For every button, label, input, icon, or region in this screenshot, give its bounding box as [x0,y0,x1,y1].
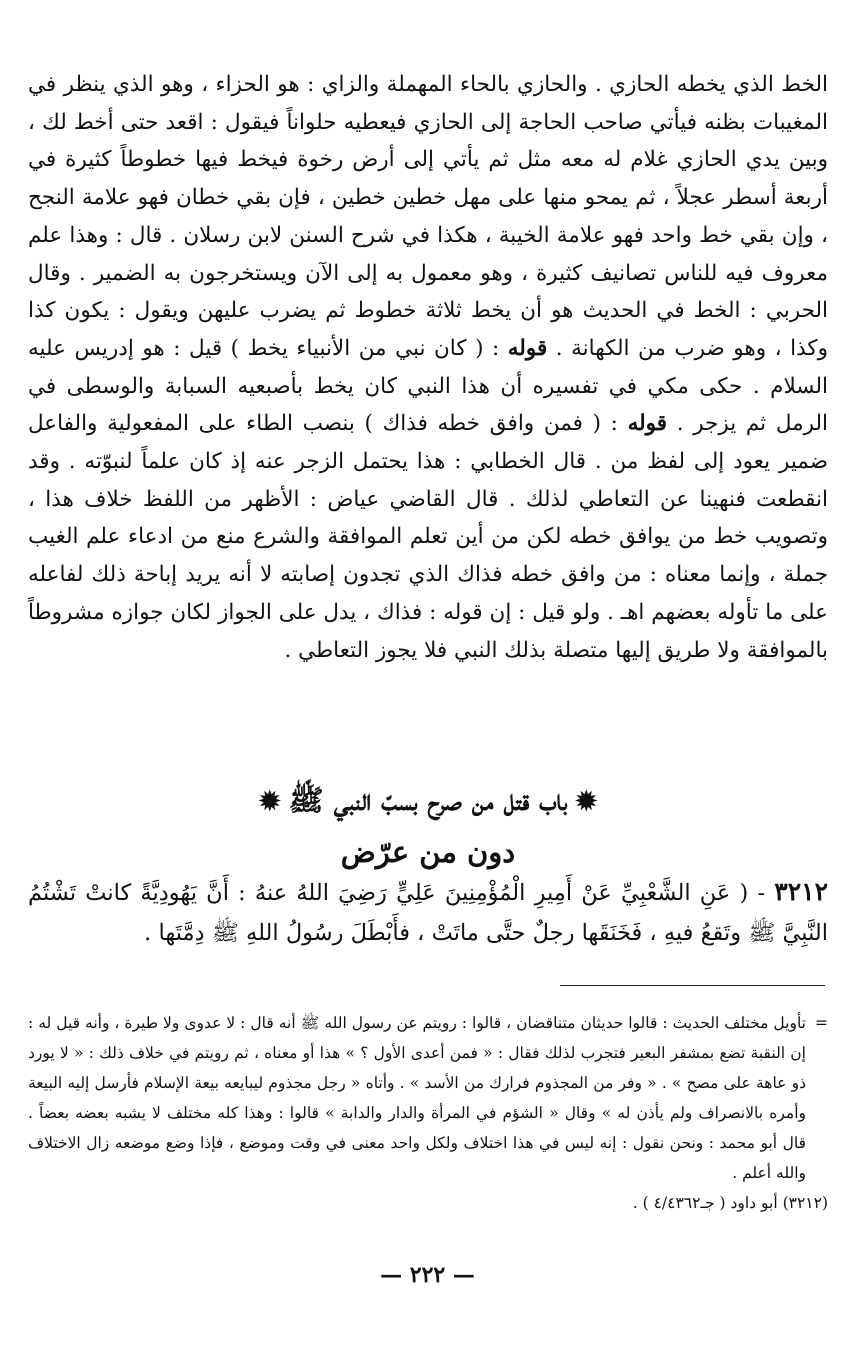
footnote-text: تأويل مختلف الحديث : قالوا حديثان متناقضان ، قالوا : رويتم عن رسول الله ﷺ أنه قال : لا عدوى ولا طيرة ، وأنه قيل له : إن النقبة تضع بمشفر البعير فتجرب لذلك فقال : « فمن أعدى الأول ؟ » هذا أو معناه ، ثم رويتم في خلاف ذلك : « لا يورد ذو عاهة على مصح » . « وفر من المجذوم فرارك من الأسد » . وأتاه « رجل مجذوم ليبايعه بيعة الإسلام فأرسل إليه البيعة وأمره بالانصراف ولم يأذن له » وقال « الشؤم في المرأة والدار والدابة » قالوا : وهذا كله مختلف لا يشبه بعضه بعضاً . قال أبو محمد : ونحن نقول : إنه ليس في هذا اختلاف ولكل واحد معنى في وقت وموضع ، فإذا وضع موضعه زال الاختلاف والله أعلم . [28,1014,806,1182]
hadith-dash: - [757,880,766,906]
chapter-heading [28,775,828,877]
star-ornament-icon: ✹ [575,787,598,817]
footnotes [28,1008,828,1218]
footnote-reference: (٣٢١٢) أبو داود ( جـ٤/٤٣٦٢ ) . [632,1194,828,1212]
commentary-text [28,66,828,669]
chapter-heading-line-2: دون من عرّض [340,835,516,869]
star-ornament-icon: ✹ [258,787,281,817]
footnote-continuation [28,1008,828,1188]
hadith-body: ( عَنِ الشَّعْبِيِّ عَنْ أَمِيرِ الْمُؤْمِنِينَ عَلِيٍّ رَضِيَ اللهُ عنهُ : أَنَّ يَهُودِيَّةً كانتْ تَشْتُمُ النَّبِيَّ ﷺ وتَقعُ فيهِ ، فَخَنَقَها رجلٌ حتَّى ماتَتْ ، فأَبْطَلَ رسُولُ اللهِ ﷺ دِمَّتَها . [28,880,828,946]
hadith-text [28,872,828,953]
commentary-part-2: : ( كان نبي من الأنبياء يخط ) قيل : هو إدريس عليه السلام . حكى مكي في تفسيره أن هذا النبي كان يخط بأصبعيه السبابة والوسطى في الرمل ثم يزجر . [28,335,828,437]
commentary-part-1: الخط الذي يخطه الحازي . والحازي بالحاء المهملة والزاي : هو الحزاء ، وهو الذي ينظر في المغيبات بظنه فيأتي صاحب الحاجة إلى الحازي فيعطيه حلواناً فيقول : اقعد حتى أخط لك ، وبين يدي الحازي غلام له معه مثل ثم يأتي إلى أرض رخوة فيخط فيها خطوطاً كثيرة في أربعة أسطر عجلاً ، ثم يمحو منها على مهل خطين خطين ، فإن بقي خطان فهو علامة النجح ، وإن بقي خط واحد فهو علامة الخيبة ، هكذا في شرح السنن لابن رسلان . قال : وهذا علم معروف فيه للناس تصانيف كثيرة ، وهو معمول به إلى الآن ويستخرجون به الضمير . وقال الحربي : الخط في الحديث هو أن يخط ثلاثة خطوط ثم يضرب عليهن ويقول : يكون كذا وكذا ، وهو ضرب من الكهانة . [28,72,828,361]
footnote-divider [560,985,825,986]
chapter-title-text: باب قتل من صرح بسبّ النبي ﷺ [288,783,568,817]
commentary-part-3: : ( فمن وافق خطه فذاك ) بنصب الطاء على المفعولية والفاعل ضمير يعود إلى لفظ من . قال الخطابي : هذا يحتمل الزجر عنه إذ كان علماً لنبوّته . وقد انقطعت فنهينا عن التعاطي لذلك . قال القاضي عياض : الأظهر من اللفظ خلاف هذا ، وتصويب خط من يوافق خطه لكن من أين تعلم الموافقة والشرع منع من ادعاء علم الغيب جملة ، وإنما معناه : من وافق خطه فذاك الذي تجدون إصابته لا أنه يريد إباحة ذلك لفاعله على ما تأوله بعضهم اهـ . ولو قيل : إن قوله : فذاك ، يدل على الجواز لكان جوازه مشروطاً بالموافقة ولا طريق إليها متصلة بذلك النبي فلا يجوز التعاطي . [28,411,828,663]
page-number: — ٢٢٢ — [380,1262,475,1288]
footnote-continuation-marker: = [815,1014,828,1032]
hadith-number: ٣٢١٢ [774,877,828,906]
chapter-heading-line-1 [28,775,828,827]
qawluh-label-2: قوله [627,411,668,437]
qawluh-label-1: قوله [507,335,548,361]
